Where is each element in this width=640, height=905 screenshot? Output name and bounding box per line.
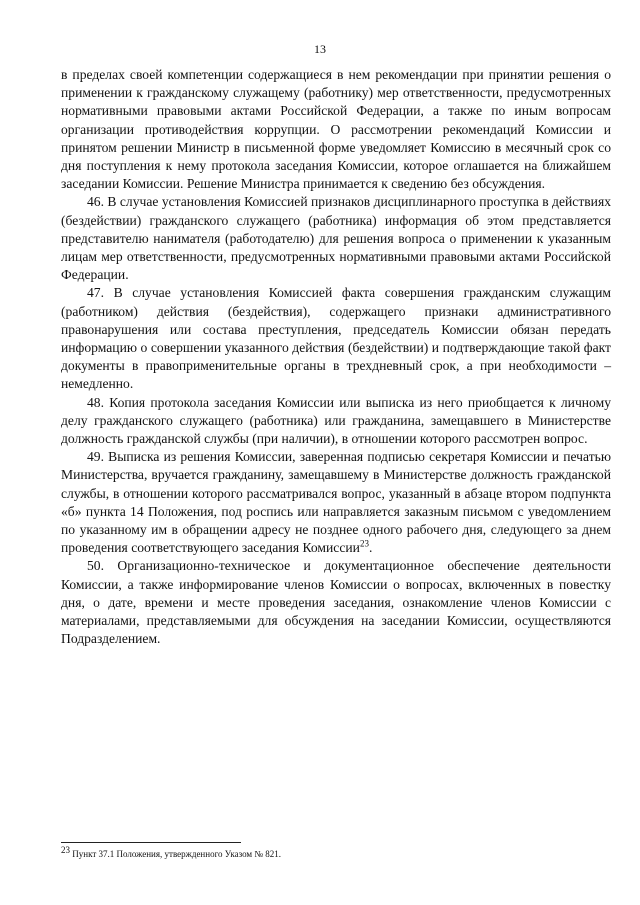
- paragraph-text: 46. В случае установления Комиссией признаков дисциплинарного проступка в действиях (бездействии) гражданского служащего (работника) информация об этом представляется представителю нанимателя (работодателю) для решения вопроса о применении к указанным лицам мер ответственности, предусмотренных нормативными правовыми актами Российской Федерации.: [61, 194, 611, 283]
- page-number: 13: [314, 42, 326, 56]
- body-text: [61, 66, 611, 649]
- footnote-reference[interactable]: 23: [359, 538, 369, 549]
- paragraph-46: [61, 193, 611, 284]
- paragraph-text: 48. Копия протокола заседания Комиссии или выписка из него приобщается к личному делу гражданского служащего (работника) или гражданина, замещавшего в Министерстве должность гражданской службы (при наличии), в отношении которого рассмотрен вопрос.: [61, 394, 611, 447]
- paragraph-text: в пределах своей компетенции содержащиеся в нем рекомендации при принятии решения о применении к гражданскому служащему (работнику) мер ответственности, предусмотренных нормативными правовыми актами Российской Федерации, а также по иным вопросам организации противодействия коррупции. О рассмотрении рекомендаций Комиссии и принятом решении Министр в письменной форме уведомляет Комиссию в месячный срок со дня поступления к нему протокола заседания Комиссии, которое оглашается на ближайшем заседании Комиссии. Решение Министра принимается к сведению без обсуждения.: [61, 67, 611, 192]
- paragraph-50: [61, 557, 611, 648]
- footnote: [61, 845, 611, 860]
- paragraph-text: 47. В случае установления Комиссией факта совершения гражданским служащим (работником) действия (бездействия), содержащего признаки административного правонарушения или состава преступления, председатель Комиссии обязан передать информацию о совершении указанного действия (бездействии) и подтверждающие такой факт документы в правоприменительные органы в трехдневный срок, а при необходимости – немедленно.: [61, 285, 611, 392]
- paragraph-text: 50. Организационно-техническое и документационное обеспечение деятельности Комиссии, а также информирование членов Комиссии о вопросах, включенных в повестку дня, о дате, времени и месте проведения заседания, ознакомление членов Комиссии с материалами, представляемыми для обсуждения на заседании Комиссии, осуществляются Подразделением.: [61, 558, 611, 647]
- footnote-number: 23: [61, 845, 70, 855]
- paragraph-continuation: [61, 66, 611, 193]
- paragraph-49: [61, 448, 611, 557]
- paragraph-tail: .: [368, 540, 373, 556]
- paragraph-text: 49. Выписка из решения Комиссии, заверенная подписью секретаря Комиссии и печатью Министерства, вручается гражданину, замещавшему в Министерстве должность гражданской службы, в отношении которого рассматривался вопрос, указанный в абзаце втором подпункта «б» пункта 14 Положения, под роспись или направляется заказным письмом с уведомлением по указанному им в обращении адресу не позднее одного рабочего дня, следующего за днем проведения соответствующего заседания Комиссии: [61, 449, 611, 556]
- paragraph-47: [61, 284, 611, 393]
- footnote-text: Пункт 37.1 Положения, утвержденного Указом № 821.: [70, 849, 281, 859]
- paragraph-48: [61, 394, 611, 449]
- footnote-divider: [61, 842, 241, 843]
